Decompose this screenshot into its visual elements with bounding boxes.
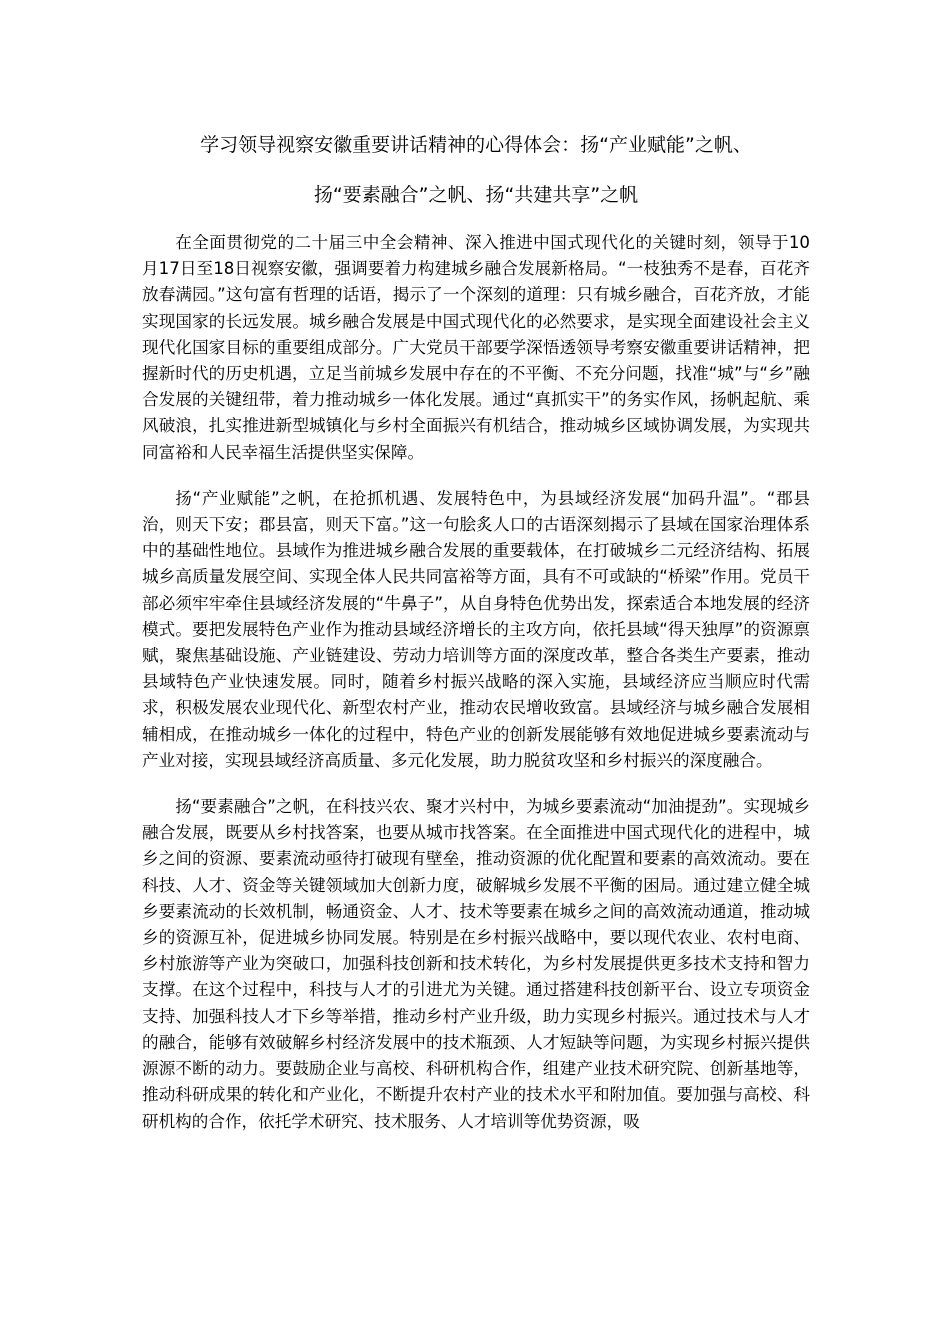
- paragraph-3-text: 实现城乡融合发展，既要从乡村找答案，也要从城市找答案。在全面推进中国式现代化的进程中，城乡之间的资源、要素流动亟待打破现有壁垒，推动资源的优化配置和要素的高效流动。要在科技、人才、资金等关键领域加大创新力度，破解城乡发展不平衡的困局。通过建立健全城乡要素流动的长效机制，畅通资金、人才、技术等要素在城乡之间的高效流动通道，推动城乡的资源互补，促进城乡协同发展。特别是在乡村振兴战略中，要以现代农业、农村电商、乡村旅游等产业为突破口，加强科技创新和技术转化，为乡村发展提供更多技术支持和智力支撑。在这个过程中，科技与人才的引进尤为关键。通过搭建科技创新平台、设立专项资金支持、加强科技人才下乡等举措，推动乡村产业升级，助力实现乡村振兴。通过技术与人才的融合，能够有效破解乡村经济发展中的技术瓶颈、人才短缺等问题，为实现乡村振兴提供源源不断的动力。要鼓励企业与高校、科研机构合作，组建产业技术研究院、创新基地等，推动科研成果的转化和产业化，不断提升农村产业的技术水平和附加值。要加强与高校、科研机构的合作，依托学术研究、技术服务、人才培训等优势资源，吸: [142, 797, 810, 1131]
- paragraph-2-lead: 扬“产业赋能”之帆，在抢抓机遇、发展特色中，为县域经济发展“加码升温”。: [175, 488, 767, 508]
- document-title: [142, 132, 810, 208]
- paragraph-1: [142, 230, 810, 466]
- paragraph-2-text: “郡县治，则天下安；郡县富，则天下富。”这一句脍炙人口的古语深刻揭示了县域在国家治理体系中的基础性地位。县域作为推进城乡融合发展的重要载体，在打破城乡二元经济结构、拓展城乡高质量发展空间、实现全体人民共同富裕等方面，具有不可或缺的“桥梁”作用。党员干部必须牢牢牵住县域经济发展的“牛鼻子”，从自身特色优势出发，探索适合本地发展的经济模式。要把发展特色产业作为推动县域经济增长的主攻方向，依托县域“得天独厚”的资源禀赋，聚焦基础设施、产业链建设、劳动力培训等方面的深度改革，整合各类生产要素，推动县域特色产业快速发展。同时，随着乡村振兴战略的深入实施，县域经济应当顺应时代需求，积极发展农业现代化、新型农村产业，推动农民增收致富。县域经济与城乡融合发展相辅相成，在推动城乡一体化的过程中，特色产业的创新发展能够有效地促进城乡要素流动与产业对接，实现县域经济高质量、多元化发展，助力脱贫攻坚和乡村振兴的深度融合。: [142, 488, 810, 770]
- document-body: [142, 230, 810, 1135]
- title-line-1: 学习领导视察安徽重要讲话精神的心得体会：扬“产业赋能”之帆、: [200, 134, 752, 156]
- title-line-2: 扬“要素融合”之帆、扬“共建共享”之帆: [313, 184, 639, 206]
- paragraph-1-text: 在全面贯彻党的二十届三中全会精神、深入推进中国式现代化的关键时刻，领导于10月17日至18日视察安徽，强调要着力构建城乡融合发展新格局。“一枝独秀不是春，百花齐放春满园。”这句富有哲理的话语，揭示了一个深刻的道理：只有城乡融合，百花齐放，才能实现国家的长远发展。城乡融合发展是中国式现代化的必然要求，是实现全面建设社会主义现代化国家目标的重要组成部分。广大党员干部要学深悟透领导考察安徽重要讲话精神，把握新时代的历史机遇，立足当前城乡发展中存在的不平衡、不充分问题，找准“城”与“乡”融合发展的关键纽带，着力推动城乡一体化发展。通过“真抓实干”的务实作风，扬帆起航、乘风破浪，扎实推进新型城镇化与乡村全面振兴有机结合，推动城乡区域协调发展，为实现共同富裕和人民幸福生活提供坚实保障。: [142, 233, 810, 462]
- document-page: [142, 132, 810, 1155]
- paragraph-3-lead: 扬“要素融合”之帆，在科技兴农、聚才兴村中，为城乡要素流动“加油提劲”。: [175, 797, 744, 817]
- paragraph-3: [142, 794, 810, 1135]
- paragraph-2: [142, 486, 810, 774]
